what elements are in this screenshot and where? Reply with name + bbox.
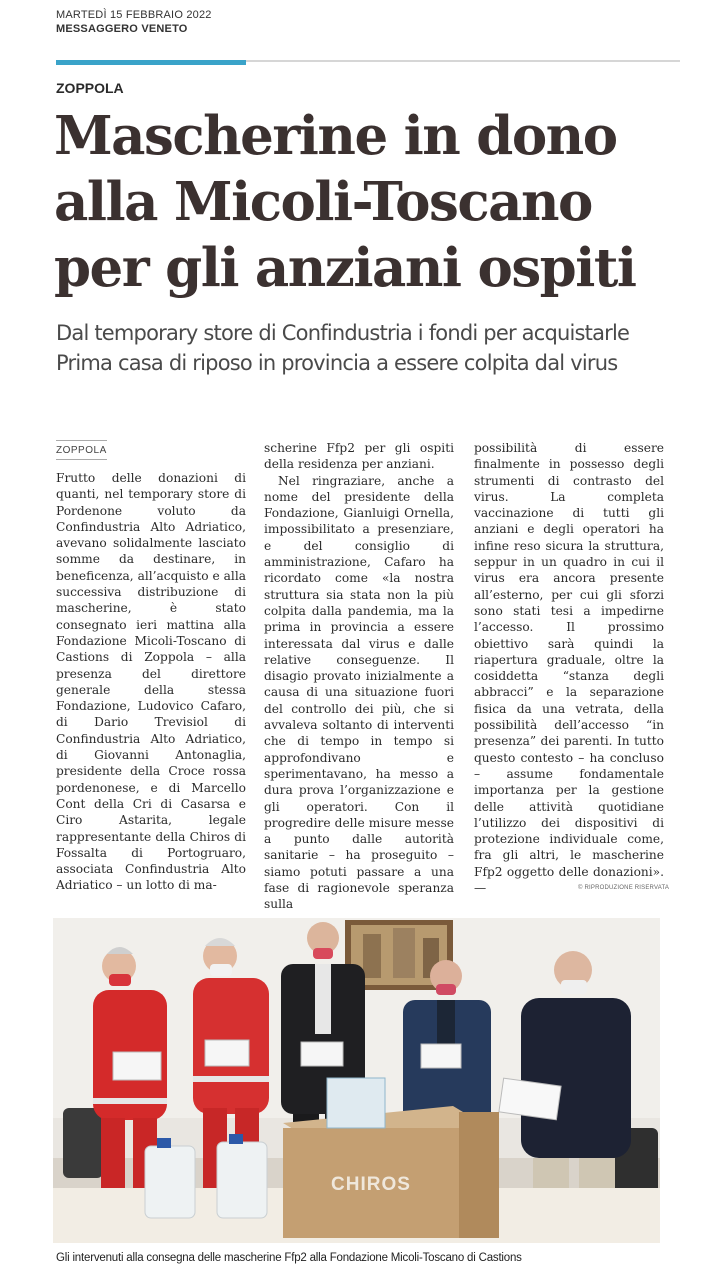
page-header [56,8,212,36]
subhead-line: Dal temporary store di Confindustria i fondi per acquistarle [56,321,630,345]
copyright-note: © RIPRODUZIONE RISERVATA [578,885,670,891]
photo-illustration [53,918,660,1243]
paragraph: possibilità di essere finalmente in possesso degli strumenti di contrasto del virus. La completa vaccinazione di tutti gli anziani e degli operatori ha infine reso sicura la struttura, seppur in un quadro in cui il virus era ancora presente all’esterno, per cui gli sforzi sono stati tesi a impedirne l’accesso. Il prossimo obiettivo sarà quindi la riapertura graduale, oltre la cosiddetta “stanza degli abbracci” e la separazione fisica da una vetrata, della possibilità dell’accesso “in presenza” dei parenti. In tutto questo contesto – ha concluso – assume fondamentale importanza per la gestione delle attività quotidiane l’utilizzo dei dispositivi di protezione individuale come, fra gli altri, le mascherine Ffp2 oggetto delle donazioni». — [474,441,664,896]
paragraph: scherine Ffp2 per gli ospiti della residenza per anziani. [264,441,454,472]
headline-line: per gli anziani ospiti [54,237,636,299]
subhead-line: Prima casa di riposo in provincia a essere colpita dal virus [56,351,618,375]
article-column-1 [56,470,246,894]
photo-caption: Gli intervenuti alla consegna delle mascherine Ffp2 alla Fondazione Micoli-Toscano di Castions [56,1252,522,1264]
article-column-3 [474,440,664,896]
article-column-2 [264,440,454,913]
headline [54,103,694,301]
box-brand-label: CHIROS [331,1174,411,1195]
section-kicker: ZOPPOLA [56,80,124,96]
headline-line: Mascherine in dono [54,105,617,167]
article-photo [53,918,660,1243]
dateline: ZOPPOLA [56,440,107,460]
issue-date: MARTEDÌ 15 FEBBRAIO 2022 [56,9,212,21]
section-accent-bar [56,60,246,65]
publication-name: MESSAGGERO VENETO [56,23,188,35]
paragraph: Frutto delle donazioni di quanti, nel temporary store di Pordenone voluto da Confindustria Alto Adriatico, avevano solidalmente lasciato somme da destinare, in beneficenza, all’acquisto e alla successiva distribuzione di mascherine, è stato consegnato ieri mattina alla Fondazione Micoli-Toscano di Castions di Zoppola – alla presenza del direttore generale della stessa Fondazione, Ludovico Cafaro, di Dario Trevisiol di Confindustria Alto Adriatico, di Giovanni Antonaglia, presidente della Croce rossa pordenonese, e di Marcello Cont della Cri di Casarsa e Ciro Astarita, legale rappresentante della Chiros di Fossalta di Portogruaro, associata Confindustria Alto Adriatico – un lotto di ma- [56,471,246,893]
headline-line: alla Micoli-Toscano [54,171,592,233]
paragraph: Nel ringraziare, anche a nome del presidente della Fondazione, Gianluigi Ornella, impossibilitato a presenziare, e del consiglio di amministrazione, Cafaro ha ricordato come «la nostra struttura sia stata non la più colpita dalla pandemia, ma la prima in provincia a essere interessata dal virus e dalle relative conseguenze. Il disagio provato inizialmente a causa di una situazione fuori del controllo dei più, che si avvaleva soltanto di interventi che di tempo in tempo si approfondivano e sperimentavano, ha messo a dura prova l’organizzazione e gli operatori. Con il progredire delle misure messe a punto dalle autorità sanitarie – ha proseguito – siamo potuti passare a una fase di ragionevole speranza sulla [264,473,454,912]
subheadline [56,318,696,378]
